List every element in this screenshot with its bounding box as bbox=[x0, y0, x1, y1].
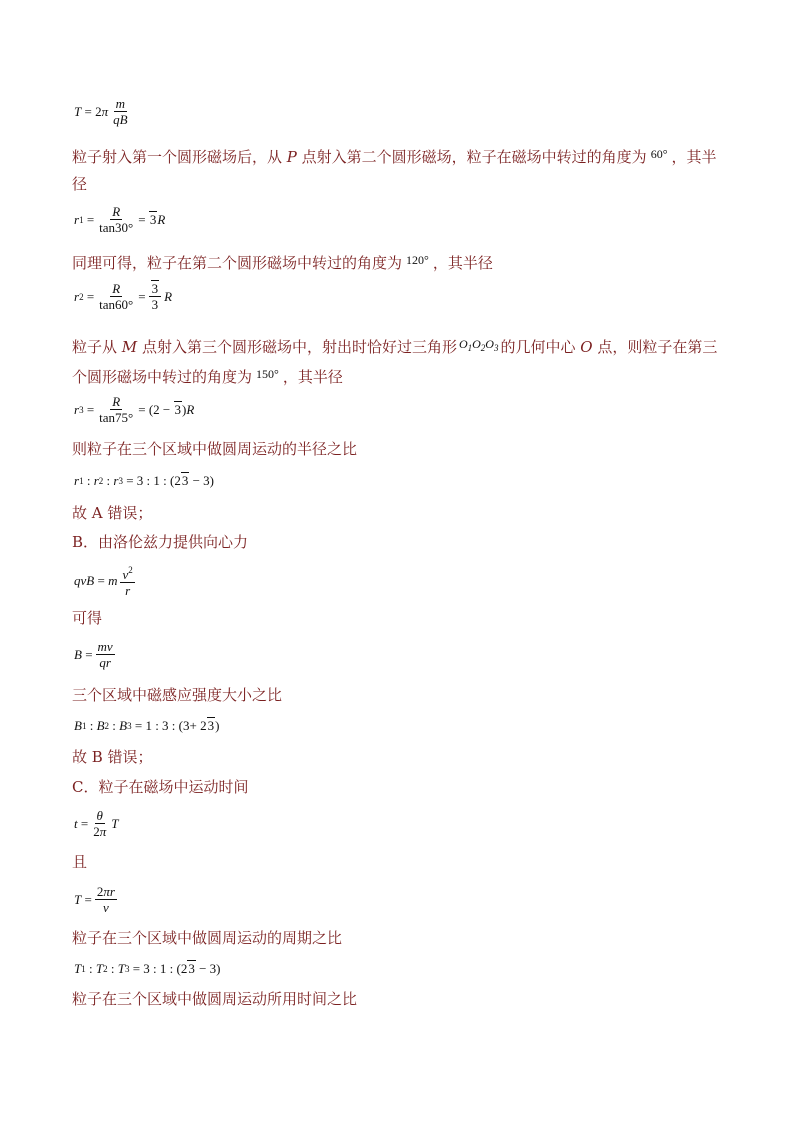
equation-period-1: T = 2 π $\frac{m}{qB}$ bbox=[74, 96, 128, 127]
equation-r1: r 1 = $\frac{R}{\tan 30^\circ}$ = 3 R bbox=[74, 204, 166, 235]
paragraph-5: 故 A 错误； bbox=[72, 504, 153, 522]
paragraph-10: C．粒子在磁场中运动时间 bbox=[72, 778, 249, 796]
equation-radius-ratio: r 1 : r 2 : r 3 = 3 : 1 : (2 3 − 3) bbox=[74, 472, 214, 488]
equation-period-2: T = $\frac{2\pi r}{v}$ bbox=[74, 884, 115, 915]
paragraph-2: 同理可得，粒子在第二个圆形磁场中转过的角度为 $^{120^\circ}$ ，其半径 bbox=[72, 253, 493, 272]
paragraph-3: 粒子从 M 点射入第三个圆形磁场中，射出时恰好过三角形 $^{O_1O_2O_3}$ 的几何中心 O 点，则粒子在第三 bbox=[72, 337, 718, 356]
equation-period-ratio: T 1 : T 2 : T 3 = 3 : 1 : (2 3 − 3) bbox=[74, 960, 221, 976]
equation-r3: r 3 = $\frac{R}{\tan 75^\circ}$ = (2 − 3 ) R bbox=[74, 394, 195, 425]
paragraph-12: 粒子在三个区域中做圆周运动的周期之比 bbox=[72, 929, 343, 947]
paragraph-13: 粒子在三个区域中做圆周运动所用时间之比 bbox=[72, 990, 358, 1008]
paragraph-1-cont: 径 bbox=[72, 175, 88, 193]
equation-lorentz: qvB = m $\frac{v^2}{r}$ bbox=[74, 565, 133, 598]
paragraph-11: 且 bbox=[72, 853, 88, 871]
paragraph-7: 可得 bbox=[72, 609, 103, 627]
paragraph-3-cont: 个圆形磁场中转过的角度为 $^{150^\circ}$ ，其半径 bbox=[72, 367, 343, 386]
paragraph-8: 三个区域中磁感应强度大小之比 bbox=[72, 686, 283, 704]
paragraph-9: 故 B 错误； bbox=[72, 748, 153, 766]
paragraph-6: B．由洛伦兹力提供向心力 bbox=[72, 533, 249, 551]
paragraph-4: 则粒子在三个区域中做圆周运动的半径之比 bbox=[72, 440, 358, 458]
paragraph-1: 粒子射入第一个圆形磁场后，从 P 点射入第二个圆形磁场，粒子在磁场中转过的角度为 $^{60^\circ}$ ，其半 bbox=[72, 147, 717, 166]
equation-B: B = $\frac{mv}{qr}$ bbox=[74, 639, 113, 670]
equation-B-ratio: B 1 : B 2 : B 3 = 1 : 3 : (3+ 2 3 ) bbox=[74, 717, 220, 733]
equation-time: t = $\frac{\theta}{2\pi}$ T bbox=[74, 808, 119, 839]
equation-r2: r 2 = $\frac{R}{\tan 60^\circ}$ = $\frac{3}{3}$ R bbox=[74, 281, 173, 312]
